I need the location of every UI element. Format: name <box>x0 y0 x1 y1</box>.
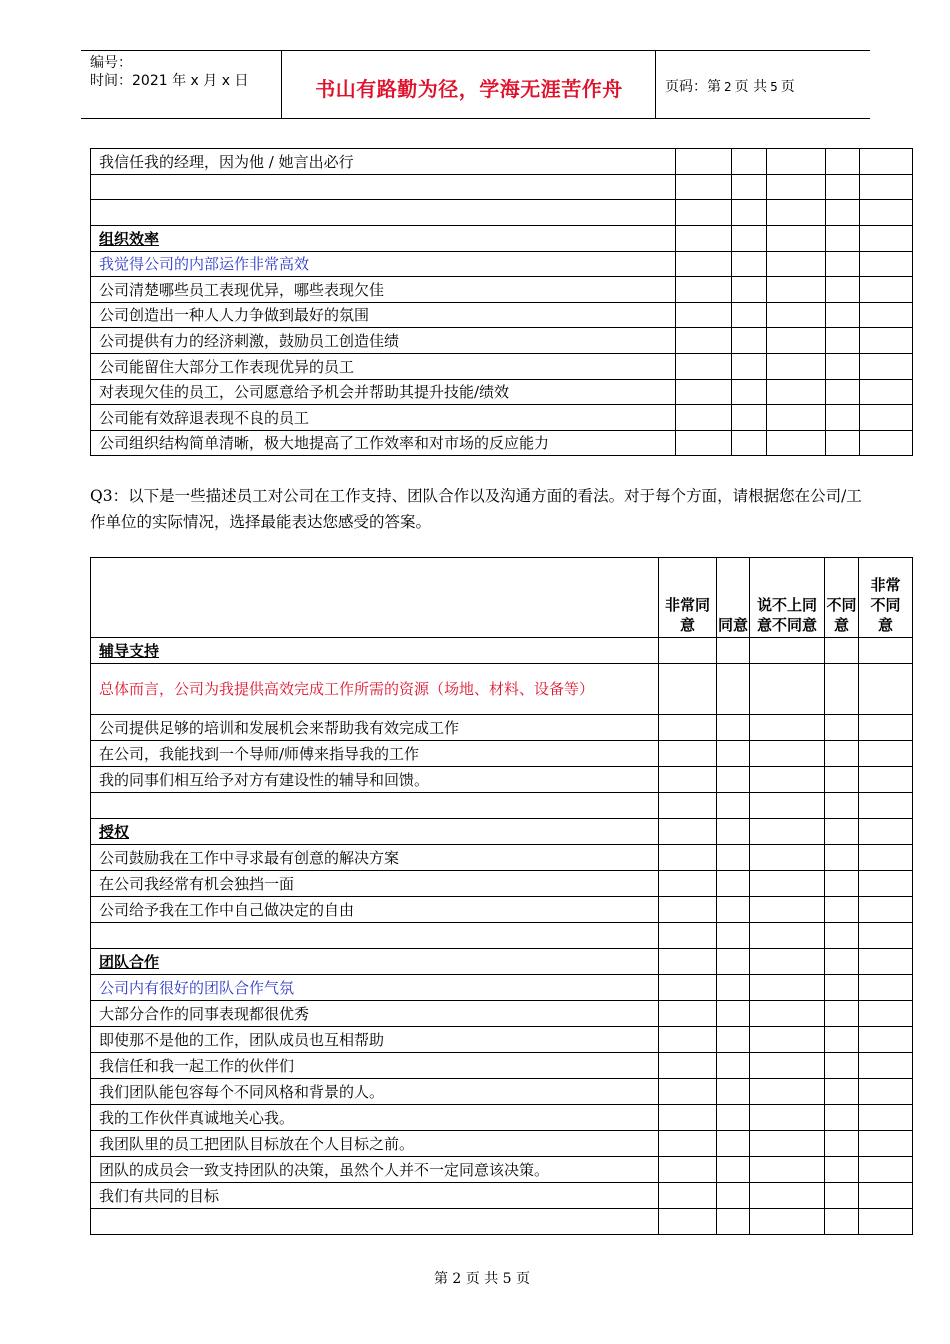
table-row <box>91 1079 913 1105</box>
rating-cell[interactable] <box>825 664 859 715</box>
rating-cell[interactable] <box>859 897 913 923</box>
rating-cell[interactable] <box>717 897 750 923</box>
rating-cell[interactable] <box>750 664 825 715</box>
rating-cell[interactable] <box>825 741 859 767</box>
rating-cell[interactable] <box>659 1053 717 1079</box>
rating-cell[interactable] <box>717 767 750 793</box>
table-row <box>91 897 913 923</box>
rating-cell[interactable] <box>659 819 717 845</box>
rating-cell[interactable] <box>767 431 826 456</box>
rating-cell[interactable] <box>659 1027 717 1053</box>
section-heading: 组织效率 <box>91 226 676 252</box>
rating-cell[interactable] <box>859 664 913 715</box>
statement-cell: 公司内有很好的团队合作气氛 <box>91 975 659 1001</box>
rating-cell[interactable] <box>717 1209 750 1235</box>
rating-cell[interactable] <box>717 715 750 741</box>
rating-cell[interactable] <box>826 226 860 252</box>
doc-time-label: 时间：2021 年 x 月 x 日 <box>90 73 249 89</box>
rating-cell[interactable] <box>659 949 717 975</box>
rating-cell[interactable] <box>859 1001 913 1027</box>
table-row <box>91 149 913 175</box>
rating-cell[interactable] <box>750 715 825 741</box>
section-row <box>91 226 913 252</box>
rating-cell[interactable] <box>859 1053 913 1079</box>
rating-cell[interactable] <box>860 354 913 380</box>
rating-cell[interactable] <box>860 277 913 303</box>
rating-cell[interactable] <box>732 200 767 226</box>
rating-cell[interactable] <box>659 923 717 949</box>
table-row <box>91 354 913 380</box>
table-row <box>91 845 913 871</box>
rating-cell[interactable] <box>767 303 826 328</box>
table-row <box>91 1001 913 1027</box>
rating-cell[interactable] <box>717 845 750 871</box>
statement-cell: 总体而言，公司为我提供高效完成工作所需的资源（场地、材料、设备等） <box>91 664 659 715</box>
section-heading: 授权 <box>91 819 659 845</box>
table-row <box>91 175 913 200</box>
rating-cell[interactable] <box>676 405 732 431</box>
section-row <box>91 638 913 664</box>
rating-cell[interactable] <box>659 1131 717 1157</box>
rating-cell[interactable] <box>676 303 732 328</box>
rating-cell[interactable] <box>825 793 859 819</box>
footer-prefix: 第 <box>433 1271 448 1287</box>
rating-cell[interactable] <box>717 975 750 1001</box>
rating-cell[interactable] <box>750 1105 825 1131</box>
statement-cell: 在公司我经常有机会独挡一面 <box>91 871 659 897</box>
statement-cell: 公司鼓励我在工作中寻求最有创意的解决方案 <box>91 845 659 871</box>
page-total: 5 <box>770 80 778 94</box>
rating-cell[interactable] <box>767 226 826 252</box>
header-motto: 书山有路勤为径，学海无涯苦作舟 <box>315 77 623 101</box>
table-row <box>91 664 913 715</box>
page-footer <box>0 1268 950 1288</box>
rating-cell[interactable] <box>767 175 826 200</box>
header-page-indicator <box>665 76 795 96</box>
rating-cell[interactable] <box>825 897 859 923</box>
statement-cell <box>91 1209 659 1235</box>
rating-cell[interactable] <box>825 1105 859 1131</box>
rating-cell[interactable] <box>717 793 750 819</box>
rating-cell[interactable] <box>732 175 767 200</box>
rating-cell[interactable] <box>750 638 825 664</box>
rating-cell[interactable] <box>859 975 913 1001</box>
rating-cell[interactable] <box>825 1053 859 1079</box>
rating-cell[interactable] <box>717 1053 750 1079</box>
rating-cell[interactable] <box>750 949 825 975</box>
table-row <box>91 923 913 949</box>
rating-header-disagree: 不同意 <box>825 558 859 638</box>
rating-cell[interactable] <box>859 845 913 871</box>
rating-cell[interactable] <box>717 1131 750 1157</box>
rating-cell[interactable] <box>659 975 717 1001</box>
table-row <box>91 405 913 431</box>
rating-cell[interactable] <box>826 200 860 226</box>
footer-total: 5 <box>502 1271 512 1287</box>
rating-cell[interactable] <box>659 1079 717 1105</box>
rating-cell[interactable] <box>750 923 825 949</box>
rating-cell[interactable] <box>676 226 732 252</box>
statement-cell <box>91 200 676 226</box>
statement-cell: 对表现欠佳的员工，公司愿意给予机会并帮助其提升技能/绩效 <box>91 380 676 405</box>
rating-cell[interactable] <box>859 1027 913 1053</box>
rating-cell[interactable] <box>860 328 913 354</box>
table-row <box>91 1183 913 1209</box>
rating-cell[interactable] <box>750 1053 825 1079</box>
rating-cell[interactable] <box>717 1027 750 1053</box>
statement-cell: 即使那不是他的工作，团队成员也互相帮助 <box>91 1027 659 1053</box>
rating-cell[interactable] <box>825 949 859 975</box>
rating-cell[interactable] <box>750 1209 825 1235</box>
rating-cell[interactable] <box>826 252 860 277</box>
footer-suffix: 页 <box>516 1271 531 1287</box>
rating-cell[interactable] <box>825 638 859 664</box>
rating-cell[interactable] <box>750 741 825 767</box>
table-row <box>91 200 913 226</box>
rating-cell[interactable] <box>750 897 825 923</box>
rating-cell[interactable] <box>676 328 732 354</box>
rating-cell[interactable] <box>825 975 859 1001</box>
rating-cell[interactable] <box>732 149 767 175</box>
footer-mid: 页 共 <box>465 1271 499 1287</box>
rating-cell[interactable] <box>676 277 732 303</box>
rating-cell[interactable] <box>659 638 717 664</box>
section-row <box>91 819 913 845</box>
rating-cell[interactable] <box>825 1027 859 1053</box>
table-row <box>91 767 913 793</box>
statement-cell: 在公司，我能找到一个导师/师傅来指导我的工作 <box>91 741 659 767</box>
rating-cell[interactable] <box>825 1001 859 1027</box>
statement-cell: 我团队里的员工把团队目标放在个人目标之前。 <box>91 1131 659 1157</box>
q3-question: Q3：以下是一些描述员工对公司在工作支持、团队合作以及沟通方面的看法。对于每个方面，请根据您在公司/工作单位的实际情况，选择最能表达您感受的答案。 <box>90 487 862 531</box>
rating-cell[interactable] <box>859 741 913 767</box>
page-suffix: 页 <box>780 79 795 95</box>
rating-cell[interactable] <box>825 819 859 845</box>
rating-cell[interactable] <box>859 1131 913 1157</box>
rating-cell[interactable] <box>825 1157 859 1183</box>
rating-cell[interactable] <box>825 923 859 949</box>
rating-header-strongly-agree: 非常同意 <box>659 558 717 638</box>
rating-cell[interactable] <box>860 431 913 456</box>
rating-cell[interactable] <box>826 149 860 175</box>
rating-cell[interactable] <box>750 975 825 1001</box>
survey-table-1 <box>90 148 913 456</box>
rating-cell[interactable] <box>860 175 913 200</box>
statement-cell: 我信任我的经理，因为他 / 她言出必行 <box>91 149 676 175</box>
rating-header-agree: 同意 <box>717 558 750 638</box>
statement-cell: 公司提供有力的经济刺激，鼓励员工创造佳绩 <box>91 328 676 354</box>
statement-cell: 公司给予我在工作中自己做决定的自由 <box>91 897 659 923</box>
statement-cell <box>91 793 659 819</box>
rating-cell[interactable] <box>825 871 859 897</box>
rating-cell[interactable] <box>860 226 913 252</box>
rating-cell[interactable] <box>659 1209 717 1235</box>
section-heading: 团队合作 <box>91 949 659 975</box>
rating-cell[interactable] <box>826 354 860 380</box>
rating-cell[interactable] <box>767 354 826 380</box>
table-row <box>91 1157 913 1183</box>
statement-cell: 大部分合作的同事表现都很优秀 <box>91 1001 659 1027</box>
rating-cell[interactable] <box>659 1001 717 1027</box>
statement-cell <box>91 923 659 949</box>
table-row <box>91 303 913 328</box>
rating-cell[interactable] <box>859 715 913 741</box>
rating-cell[interactable] <box>717 638 750 664</box>
rating-cell[interactable] <box>860 252 913 277</box>
statement-cell: 公司能留住大部分工作表现优异的员工 <box>91 354 676 380</box>
survey-table-2 <box>90 557 913 1235</box>
rating-cell[interactable] <box>659 1183 717 1209</box>
rating-cell[interactable] <box>717 664 750 715</box>
rating-cell[interactable] <box>659 664 717 715</box>
statement-cell: 我觉得公司的内部运作非常高效 <box>91 252 676 277</box>
rating-cell[interactable] <box>750 1027 825 1053</box>
rating-cell[interactable] <box>717 949 750 975</box>
table-row <box>91 1053 913 1079</box>
rating-cell[interactable] <box>717 871 750 897</box>
rating-cell[interactable] <box>659 741 717 767</box>
rating-cell[interactable] <box>659 715 717 741</box>
rating-cell[interactable] <box>859 923 913 949</box>
rating-cell[interactable] <box>732 354 767 380</box>
rating-cell[interactable] <box>676 252 732 277</box>
rating-cell[interactable] <box>750 1131 825 1157</box>
rating-cell[interactable] <box>826 277 860 303</box>
rating-cell[interactable] <box>825 767 859 793</box>
page-prefix: 页码：第 <box>665 79 721 95</box>
statement-cell: 团队的成员会一致支持团队的决策，虽然个人并不一定同意该决策。 <box>91 1157 659 1183</box>
rating-cell[interactable] <box>717 1105 750 1131</box>
table-row <box>91 1131 913 1157</box>
rating-cell[interactable] <box>750 1157 825 1183</box>
header-divider <box>655 51 656 118</box>
rating-cell[interactable] <box>767 277 826 303</box>
rating-cell[interactable] <box>750 1183 825 1209</box>
rating-cell[interactable] <box>825 1131 859 1157</box>
rating-cell[interactable] <box>659 767 717 793</box>
rating-cell[interactable] <box>676 149 732 175</box>
rating-cell[interactable] <box>826 328 860 354</box>
rating-cell[interactable] <box>717 1183 750 1209</box>
statement-cell: 公司组织结构简单清晰，极大地提高了工作效率和对市场的反应能力 <box>91 431 676 456</box>
rating-header-strongly-disagree: 非常不同意 <box>859 558 913 638</box>
doc-number-label: 编号： <box>90 55 132 71</box>
rating-cell[interactable] <box>826 175 860 200</box>
rating-cell[interactable] <box>860 303 913 328</box>
table-row <box>91 975 913 1001</box>
rating-cell[interactable] <box>825 1209 859 1235</box>
rating-cell[interactable] <box>750 767 825 793</box>
statement-cell: 我的工作伙伴真诚地关心我。 <box>91 1105 659 1131</box>
section-row <box>91 949 913 975</box>
statement-header <box>91 558 659 638</box>
statement-cell: 我们有共同的目标 <box>91 1183 659 1209</box>
rating-cell[interactable] <box>717 1157 750 1183</box>
rating-cell[interactable] <box>859 949 913 975</box>
rating-header-neutral: 说不上同意不同意 <box>750 558 825 638</box>
footer-current: 2 <box>452 1271 462 1287</box>
table-row <box>91 1027 913 1053</box>
statement-cell: 公司提供足够的培训和发展机会来帮助我有效完成工作 <box>91 715 659 741</box>
rating-cell[interactable] <box>859 1209 913 1235</box>
table-row <box>91 793 913 819</box>
rating-cell[interactable] <box>767 200 826 226</box>
rating-cell[interactable] <box>860 380 913 405</box>
rating-cell[interactable] <box>825 1183 859 1209</box>
rating-cell[interactable] <box>659 871 717 897</box>
rating-cell[interactable] <box>826 380 860 405</box>
rating-cell[interactable] <box>859 1157 913 1183</box>
rating-cell[interactable] <box>732 303 767 328</box>
rating-cell[interactable] <box>767 405 826 431</box>
header-divider <box>281 51 282 118</box>
rating-cell[interactable] <box>732 380 767 405</box>
rating-cell[interactable] <box>732 226 767 252</box>
table-row <box>91 380 913 405</box>
rating-cell[interactable] <box>825 715 859 741</box>
rating-cell[interactable] <box>859 819 913 845</box>
rating-cell[interactable] <box>676 200 732 226</box>
table-row <box>91 871 913 897</box>
rating-cell[interactable] <box>732 405 767 431</box>
statement-cell: 我的同事们相互给予对方有建设性的辅导和回馈。 <box>91 767 659 793</box>
rating-cell[interactable] <box>859 638 913 664</box>
table-row <box>91 252 913 277</box>
rating-cell[interactable] <box>717 1001 750 1027</box>
table-row <box>91 431 913 456</box>
rating-cell[interactable] <box>717 923 750 949</box>
rating-cell[interactable] <box>859 1183 913 1209</box>
header-meta <box>90 54 248 90</box>
rating-cell[interactable] <box>750 871 825 897</box>
table-row <box>91 328 913 354</box>
page-header <box>81 50 870 119</box>
rating-cell[interactable] <box>859 767 913 793</box>
rating-cell[interactable] <box>750 819 825 845</box>
table-row <box>91 715 913 741</box>
rating-cell[interactable] <box>717 819 750 845</box>
rating-cell[interactable] <box>767 252 826 277</box>
table-row <box>91 277 913 303</box>
statement-cell: 公司能有效辞退表现不良的员工 <box>91 405 676 431</box>
statement-cell: 公司创造出一种人人力争做到最好的氛围 <box>91 303 676 328</box>
rating-cell[interactable] <box>859 793 913 819</box>
rating-cell[interactable] <box>826 405 860 431</box>
rating-cell[interactable] <box>676 175 732 200</box>
rating-cell[interactable] <box>767 149 826 175</box>
rating-cell[interactable] <box>659 793 717 819</box>
rating-cell[interactable] <box>717 1079 750 1105</box>
rating-cell[interactable] <box>859 1105 913 1131</box>
table-row <box>91 741 913 767</box>
table-row <box>91 1209 913 1235</box>
statement-cell: 我们团队能包容每个不同风格和背景的人。 <box>91 1079 659 1105</box>
rating-cell[interactable] <box>860 200 913 226</box>
rating-cell[interactable] <box>860 405 913 431</box>
page-mid: 页 共 <box>734 79 768 95</box>
statement-cell: 公司清楚哪些员工表现优异，哪些表现欠佳 <box>91 277 676 303</box>
rating-cell[interactable] <box>732 252 767 277</box>
page-current: 2 <box>724 80 732 94</box>
rating-cell[interactable] <box>767 380 826 405</box>
rating-cell[interactable] <box>750 793 825 819</box>
rating-cell[interactable] <box>732 277 767 303</box>
rating-header-row <box>91 558 913 638</box>
rating-cell[interactable] <box>826 431 860 456</box>
rating-cell[interactable] <box>860 149 913 175</box>
rating-cell[interactable] <box>750 845 825 871</box>
rating-cell[interactable] <box>859 871 913 897</box>
table-row <box>91 1105 913 1131</box>
statement-cell: 我信任和我一起工作的伙伴们 <box>91 1053 659 1079</box>
rating-cell[interactable] <box>825 1079 859 1105</box>
rating-cell[interactable] <box>732 328 767 354</box>
rating-cell[interactable] <box>659 1157 717 1183</box>
rating-cell[interactable] <box>732 431 767 456</box>
rating-cell[interactable] <box>825 845 859 871</box>
rating-cell[interactable] <box>859 1079 913 1105</box>
rating-cell[interactable] <box>767 328 826 354</box>
rating-cell[interactable] <box>659 1105 717 1131</box>
rating-cell[interactable] <box>750 1001 825 1027</box>
rating-cell[interactable] <box>676 431 732 456</box>
rating-cell[interactable] <box>676 354 732 380</box>
statement-cell <box>91 175 676 200</box>
rating-cell[interactable] <box>750 1079 825 1105</box>
rating-cell[interactable] <box>676 380 732 405</box>
rating-cell[interactable] <box>826 303 860 328</box>
rating-cell[interactable] <box>659 845 717 871</box>
section-heading: 辅导支持 <box>91 638 659 664</box>
rating-cell[interactable] <box>717 741 750 767</box>
rating-cell[interactable] <box>659 897 717 923</box>
